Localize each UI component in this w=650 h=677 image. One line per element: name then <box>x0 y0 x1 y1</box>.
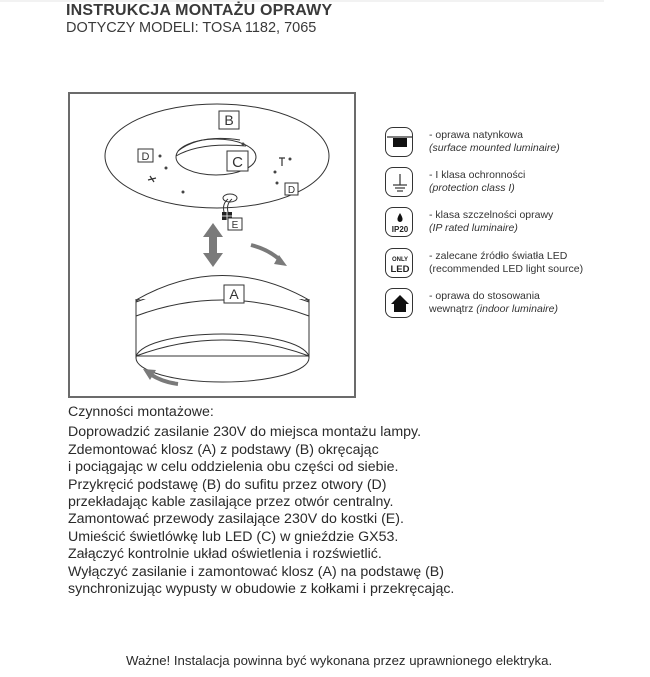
legend-surface-en: (surface mounted luminaire) <box>429 142 560 154</box>
screw-icon <box>148 176 156 182</box>
indoor-house-icon <box>385 288 413 318</box>
hole-dot <box>274 171 277 174</box>
diagram-drawing <box>70 94 354 396</box>
hole-dot <box>165 167 168 170</box>
assembly-diagram <box>68 92 356 398</box>
legend-item-ip20 <box>385 207 615 241</box>
svg-text:IP20: IP20 <box>391 225 409 234</box>
surface-mounted-icon <box>385 127 413 157</box>
instruction-line: i pociągając w celu oddzielenia obu części od siebie. <box>68 459 399 476</box>
legend-indoor-en: (indoor luminaire) <box>476 303 558 315</box>
svg-text:ONLY: ONLY <box>391 257 409 263</box>
screw-icon <box>279 158 285 166</box>
label-c: C <box>232 154 243 171</box>
label-d-right: D <box>287 185 296 196</box>
label-e: E <box>231 220 239 231</box>
legend-item-surface <box>385 127 615 161</box>
instruction-line: Zamontować przewody zasilające 230V do kostki (E). <box>68 511 404 528</box>
instruction-line: przekładając kable zasilające przez otwór centralny. <box>68 494 394 511</box>
legend-led-en: (recommended LED light source) <box>429 263 584 275</box>
instruction-line: Przykręcić podstawę (B) do sufitu przez otwory (D) <box>68 476 387 493</box>
shade-rim <box>136 334 309 382</box>
only-led-icon <box>385 248 413 278</box>
ground-protection-icon <box>385 167 413 197</box>
legend-led-pl: - zalecane źródło światła LED <box>429 250 568 262</box>
label-b: B <box>224 112 234 128</box>
hole-dot <box>159 155 162 158</box>
legend-indoor-pl: - oprawa do stosowania <box>429 290 540 302</box>
legend-indoor-pl2: wewnątrz <box>429 303 474 315</box>
legend-protection-en: (protection class I) <box>429 182 515 194</box>
instruction-line: synchronizując wypusty w obudowie z kołkami i przekręcając. <box>68 581 455 598</box>
instruction-line: Załączyć kontrolnie układ oświetlenia i rozświetlić. <box>68 546 382 563</box>
legend-item-led <box>385 248 615 282</box>
hole-dot <box>182 191 185 194</box>
hole-dot <box>276 182 279 185</box>
instruction-line: Umieścić świetlówkę lub LED (C) w gnieździe GX53. <box>68 528 399 545</box>
legend-protection-pl: - I klasa ochronności <box>429 169 526 181</box>
vertical-double-arrow <box>203 223 223 267</box>
instructions-heading: Czynności montażowe: <box>68 404 214 420</box>
legend-surface-pl: - oprawa natynkowa <box>429 129 523 141</box>
instruction-line: Wyłączyć zasilanie i zamontować klosz (A) na podstawę (B) <box>68 563 444 580</box>
electrician-warning: Ważne! Instalacja powinna być wykonana przez uprawnionego elektryka. <box>126 653 553 668</box>
page-subtitle: DOTYCZY MODELI: TOSA 1182, 7065 <box>66 20 317 36</box>
assembly-instructions <box>68 404 454 598</box>
rotate-arrow-right <box>251 245 281 261</box>
ip20-icon <box>385 207 413 237</box>
label-d-left: D <box>141 151 150 163</box>
page-title: INSTRUKCJA MONTAŻU OPRAWY <box>66 2 333 19</box>
legend-item-indoor <box>385 288 615 322</box>
hole-dot <box>289 158 292 161</box>
legend-ip-pl: - klasa szczelności oprawy <box>429 209 554 221</box>
label-a: A <box>229 286 239 302</box>
instruction-line: Zdemontować klosz (A) z podstawy (B) okręcając <box>68 441 379 458</box>
legend-item-protection <box>385 167 615 201</box>
hole-dot <box>242 143 245 146</box>
svg-text:LED: LED <box>390 264 410 275</box>
legend-ip-en: (IP rated luminaire) <box>429 222 518 234</box>
instruction-line: Doprowadzić zasilanie 230V do miejsca montażu lampy. <box>68 424 422 441</box>
